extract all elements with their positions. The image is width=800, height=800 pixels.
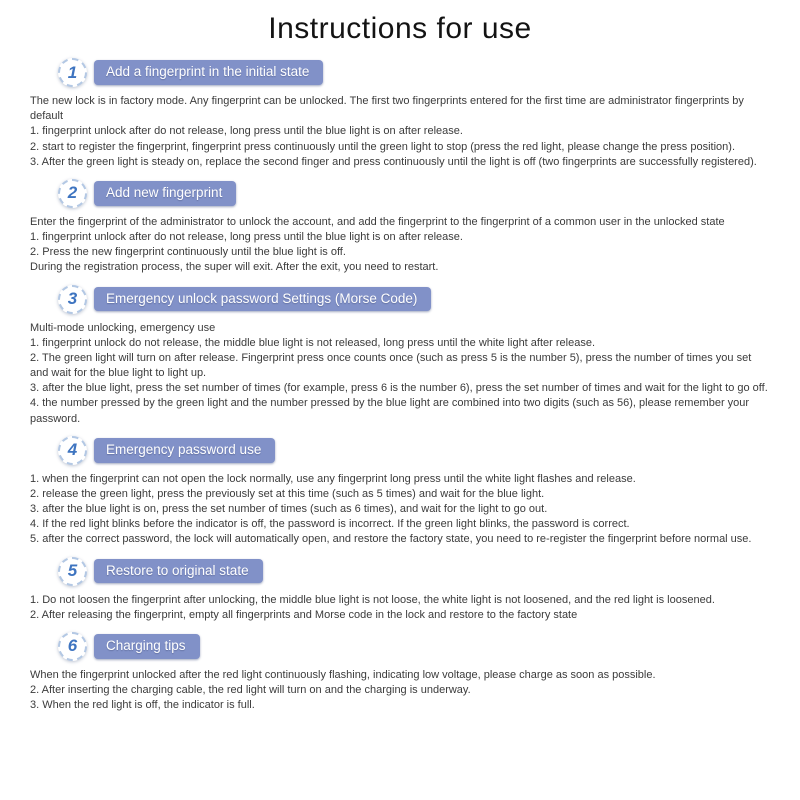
section-1-body: [30, 94, 770, 170]
section-4-number-icon: 4: [58, 436, 87, 465]
section-add-fingerprint-initial: [30, 58, 770, 170]
paragraph: 2. release the green light, press the previously set at this time (such as 5 times) and wait for the blue light.: [30, 487, 545, 500]
section-2-header: [58, 179, 770, 208]
paragraph: 2. Press the new fingerprint continuously until the blue light is off.: [30, 246, 346, 259]
section-1-header: [58, 58, 770, 87]
paragraph: 5. after the correct password, the lock will automatically open, and restore the factory state, you need to re-register the fingerprint before normal use.: [30, 533, 752, 546]
paragraph: 1. fingerprint unlock after do not release, long press until the blue light is on after release.: [30, 125, 463, 138]
paragraph: 4. If the red light blinks before the indicator is off, the password is incorrect. If the green light blinks, the password is correct.: [30, 518, 630, 531]
paragraph: 1. fingerprint unlock after do not release, long press until the blue light is on after release.: [30, 231, 463, 244]
paragraph: When the fingerprint unlocked after the red light continuously flashing, indicating low voltage, please charge as soon as possible.: [30, 668, 656, 681]
section-1-number-icon: 1: [58, 58, 87, 87]
section-6-number-icon: 6: [58, 632, 87, 661]
paragraph: 4. the number pressed by the green light and the number pressed by the blue light are combined into two digits (such as 56), please remember your password.: [30, 397, 750, 425]
section-5-header: [58, 557, 770, 586]
section-6-title-badge: Charging tips: [94, 634, 200, 659]
paragraph: 3. After the green light is steady on, replace the second finger and press continuously until the light is off (two fingerprints are successfully registered).: [30, 155, 757, 168]
paragraph: 1. Do not loosen the fingerprint after unlocking, the middle blue light is not loose, the white light is not loosened, and the red light is loosened.: [30, 593, 715, 606]
paragraph: Enter the fingerprint of the administrator to unlock the account, and add the fingerprint to the fingerprint of a common user in the unlocked state: [30, 215, 725, 228]
section-add-new-fingerprint: [30, 179, 770, 276]
section-5-title-badge: Restore to original state: [94, 559, 263, 584]
section-4-header: [58, 436, 770, 465]
paragraph: 2. After releasing the fingerprint, empty all fingerprints and Morse code in the lock and restore to the factory state: [30, 608, 578, 621]
paragraph: 2. After inserting the charging cable, the red light will turn on and the charging is underway.: [30, 684, 471, 697]
section-4-title-badge: Emergency password use: [94, 438, 275, 463]
section-1-title-badge: Add a fingerprint in the initial state: [94, 60, 323, 85]
section-3-number-icon: 3: [58, 285, 87, 314]
paragraph: 3. When the red light is off, the indicator is full.: [30, 699, 255, 712]
paragraph: 1. when the fingerprint can not open the lock normally, use any fingerprint long press until the white light flashes and release.: [30, 472, 636, 485]
section-6-body: [30, 668, 770, 714]
paragraph: The new lock is in factory mode. Any fingerprint can be unlocked. The first two fingerprints entered for the first time are administrator fingerprints by default: [30, 95, 744, 123]
section-charging-tips: [30, 632, 770, 714]
section-2-body: [30, 215, 770, 276]
paragraph: 1. fingerprint unlock do not release, the middle blue light is not released, long press until the white light after release.: [30, 336, 595, 349]
paragraph: 2. start to register the fingerprint, fingerprint press continuously until the green light to stop (press the red light, please change the press position).: [30, 140, 735, 153]
section-3-body: [30, 321, 770, 427]
section-restore-original-state: [30, 557, 770, 623]
paragraph: 3. after the blue light is on, press the set number of times (such as 6 times), and wait for the light to go out.: [30, 503, 548, 516]
section-3-header: [58, 285, 770, 314]
paragraph: During the registration process, the super will exit. After the exit, you need to restart.: [30, 261, 439, 274]
section-6-header: [58, 632, 770, 661]
paragraph: 3. after the blue light, press the set number of times (for example, press 6 is the number 6), press the set number of times and wait for the light to go off.: [30, 382, 768, 395]
section-2-title-badge: Add new fingerprint: [94, 181, 236, 206]
paragraph: Multi-mode unlocking, emergency use: [30, 321, 216, 334]
section-4-body: [30, 472, 770, 548]
section-3-title-badge: Emergency unlock password Settings (Morse Code): [94, 287, 431, 312]
section-2-number-icon: 2: [58, 179, 87, 208]
paragraph: 2. The green light will turn on after release. Fingerprint press once counts once (such as press 5 is the number 5), press the number of times you set and wait for the blue light to light up.: [30, 351, 752, 380]
section-emergency-password-settings: [30, 285, 770, 427]
section-5-body: [30, 593, 770, 623]
section-emergency-password-use: [30, 436, 770, 548]
page-title: Instructions for use: [268, 12, 532, 45]
section-5-number-icon: 5: [58, 557, 87, 586]
